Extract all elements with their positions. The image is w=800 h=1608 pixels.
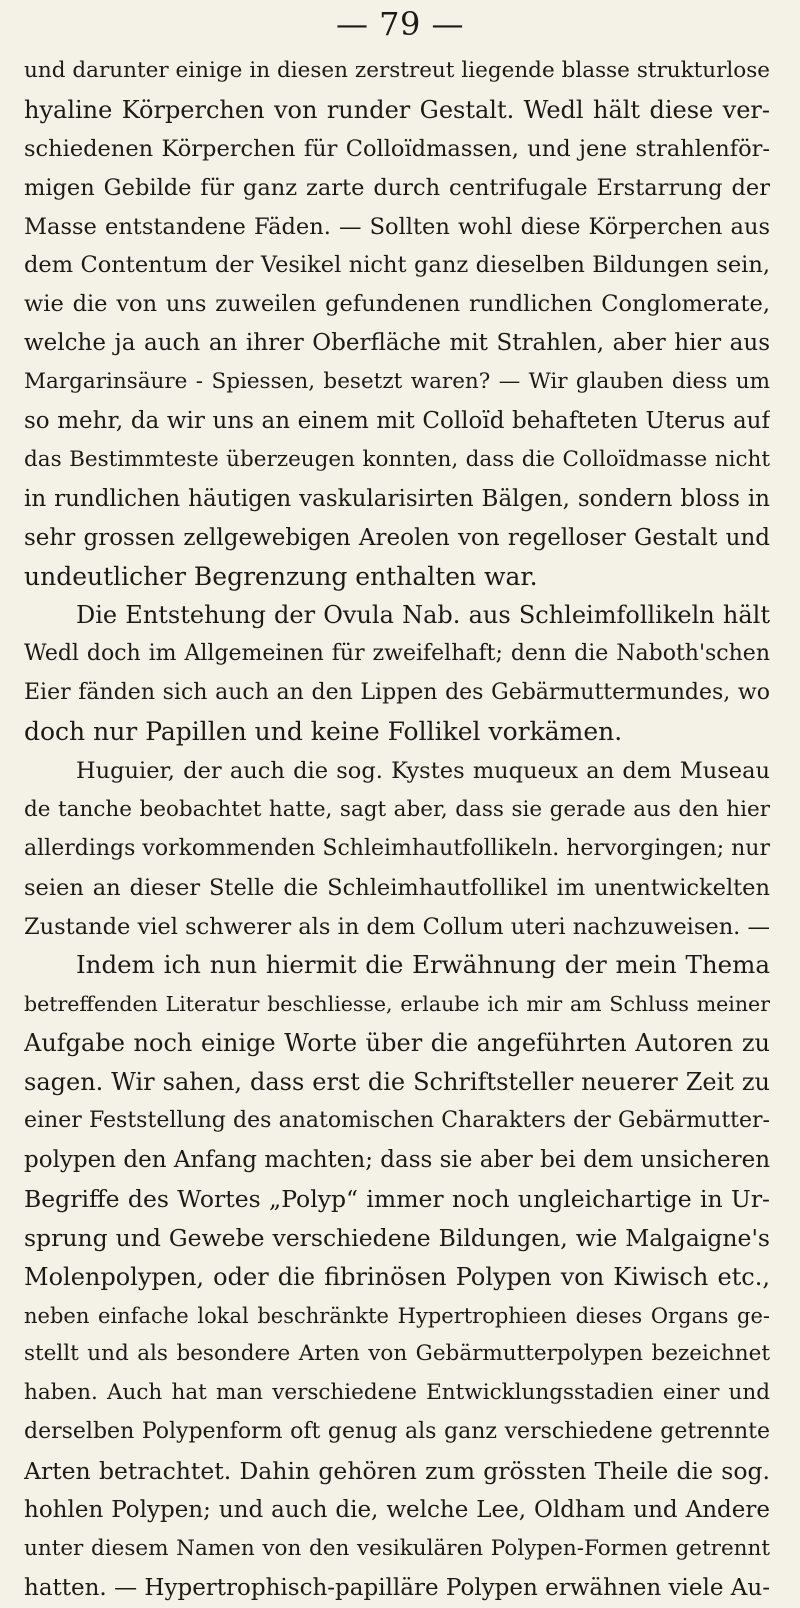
text-body <box>24 52 770 1608</box>
text-line: in rundlichen häutigen vaskularisirten Bälgen, sondern bloss in <box>24 485 770 512</box>
text-line: sagen. Wir sahen, dass erst die Schriftsteller neuerer Zeit zu <box>24 1068 770 1097</box>
text-line: Indem ich nun hiermit die Erwähnung der mein Thema <box>76 950 770 980</box>
text-line: so mehr, da wir uns an einem mit Colloïd behafteten Uterus auf <box>24 408 770 435</box>
text-line: Die Entstehung der Ovula Nab. aus Schleimfollikeln hält <box>76 601 770 630</box>
text-line: seien an dieser Stelle die Schleimhautfollikel im unentwickelten <box>24 874 770 901</box>
text-line: Masse entstandene Fäden. — Sollten wohl diese Körperchen aus <box>24 213 770 240</box>
text-line: hyaline Körperchen von runder Gestalt. Wedl hält diese ver- <box>24 95 770 124</box>
text-line: betreffenden Literatur beschliesse, erlaube ich mir am Schluss meiner <box>24 992 770 1017</box>
text-line: unter diesem Namen von den vesikulären Polypen-Formen getrennt <box>24 1535 770 1561</box>
page-number: — 79 — <box>335 5 465 43</box>
text-line: doch nur Papillen und keine Follikel vorkämen. <box>24 717 623 747</box>
text-line: Aufgabe noch einige Worte über die angeführten Autoren zu <box>24 1029 770 1058</box>
text-line: de tanche beobachtet hatte, sagt aber, dass sie gerade aus den hier <box>24 796 770 822</box>
text-line: Begriffe des Wortes „Polyp“ immer noch ungleichartige in Ur- <box>24 1184 770 1213</box>
text-line: Wedl doch im Allgemeinen für zweifelhaft; denn die Naboth'schen <box>24 641 770 667</box>
text-line: migen Gebilde für ganz zarte durch centrifugale Erstarrung der <box>24 174 770 201</box>
text-line: hatten. — Hypertrophisch-papilläre Polypen erwähnen viele Au- <box>24 1574 770 1601</box>
text-line: sehr grossen zellgewebigen Areolen von regelloser Gestalt und <box>24 524 770 551</box>
text-line: sprung und Gewebe verschiedene Bildungen, wie Malgaigne's <box>24 1223 770 1252</box>
text-line: Zustande viel schwerer als in dem Collum uteri nachzuweisen. — <box>24 913 770 940</box>
text-line: derselben Polypenform oft genug als ganz verschiedene getrennte <box>24 1419 770 1445</box>
text-line: Margarinsäure - Spiessen, besetzt waren? — Wir glauben diess um <box>24 369 770 395</box>
text-line: und darunter einige in diesen zerstreut liegende blasse strukturlose <box>24 58 770 83</box>
text-line: Arten betrachtet. Dahin gehören zum grössten Theile die sog. <box>24 1457 770 1486</box>
text-line: schiedenen Körperchen für Colloïdmassen, und jene strahlenför- <box>24 135 770 162</box>
text-line: haben. Auch hat man verschiedene Entwicklungsstadien einer und <box>24 1380 770 1406</box>
text-line: neben einfache lokal beschränkte Hypertrophieen dieses Organs ge- <box>24 1303 770 1328</box>
text-line: das Bestimmteste überzeugen konnten, dass die Colloïdmasse nicht <box>24 446 770 472</box>
text-line: stellt und als besondere Arten von Gebärmutterpolypen bezeichnet <box>24 1341 770 1367</box>
text-line: polypen den Anfang machten; dass sie aber bei dem unsicheren <box>24 1146 770 1173</box>
text-line: einer Feststellung des anatomischen Charakters der Gebärmutter- <box>24 1108 770 1134</box>
text-line: welche ja auch an ihrer Oberfläche mit Strahlen, aber hier aus <box>24 330 770 357</box>
text-line: dem Contentum der Vesikel nicht ganz dieselben Bildungen sein, <box>24 252 770 279</box>
text-line: Eier fänden sich auch an den Lippen des Gebärmuttermundes, wo <box>24 680 770 706</box>
text-line: undeutlicher Begrenzung enthalten war. <box>24 561 538 591</box>
text-line: Huguier, der auch die sog. Kystes muqueux an dem Museau <box>76 758 770 785</box>
text-line: wie die von uns zuweilen gefundenen rundlichen Conglomerate, <box>24 291 770 318</box>
text-line: allerdings vorkommenden Schleimhautfollikeln. hervorgingen; nur <box>24 835 770 861</box>
text-line: Molenpolypen, oder die fibrinösen Polypen von Kiwisch etc., <box>24 1262 770 1291</box>
text-line: hohlen Polypen; und auch die, welche Lee, Oldham und Andere <box>24 1496 770 1523</box>
